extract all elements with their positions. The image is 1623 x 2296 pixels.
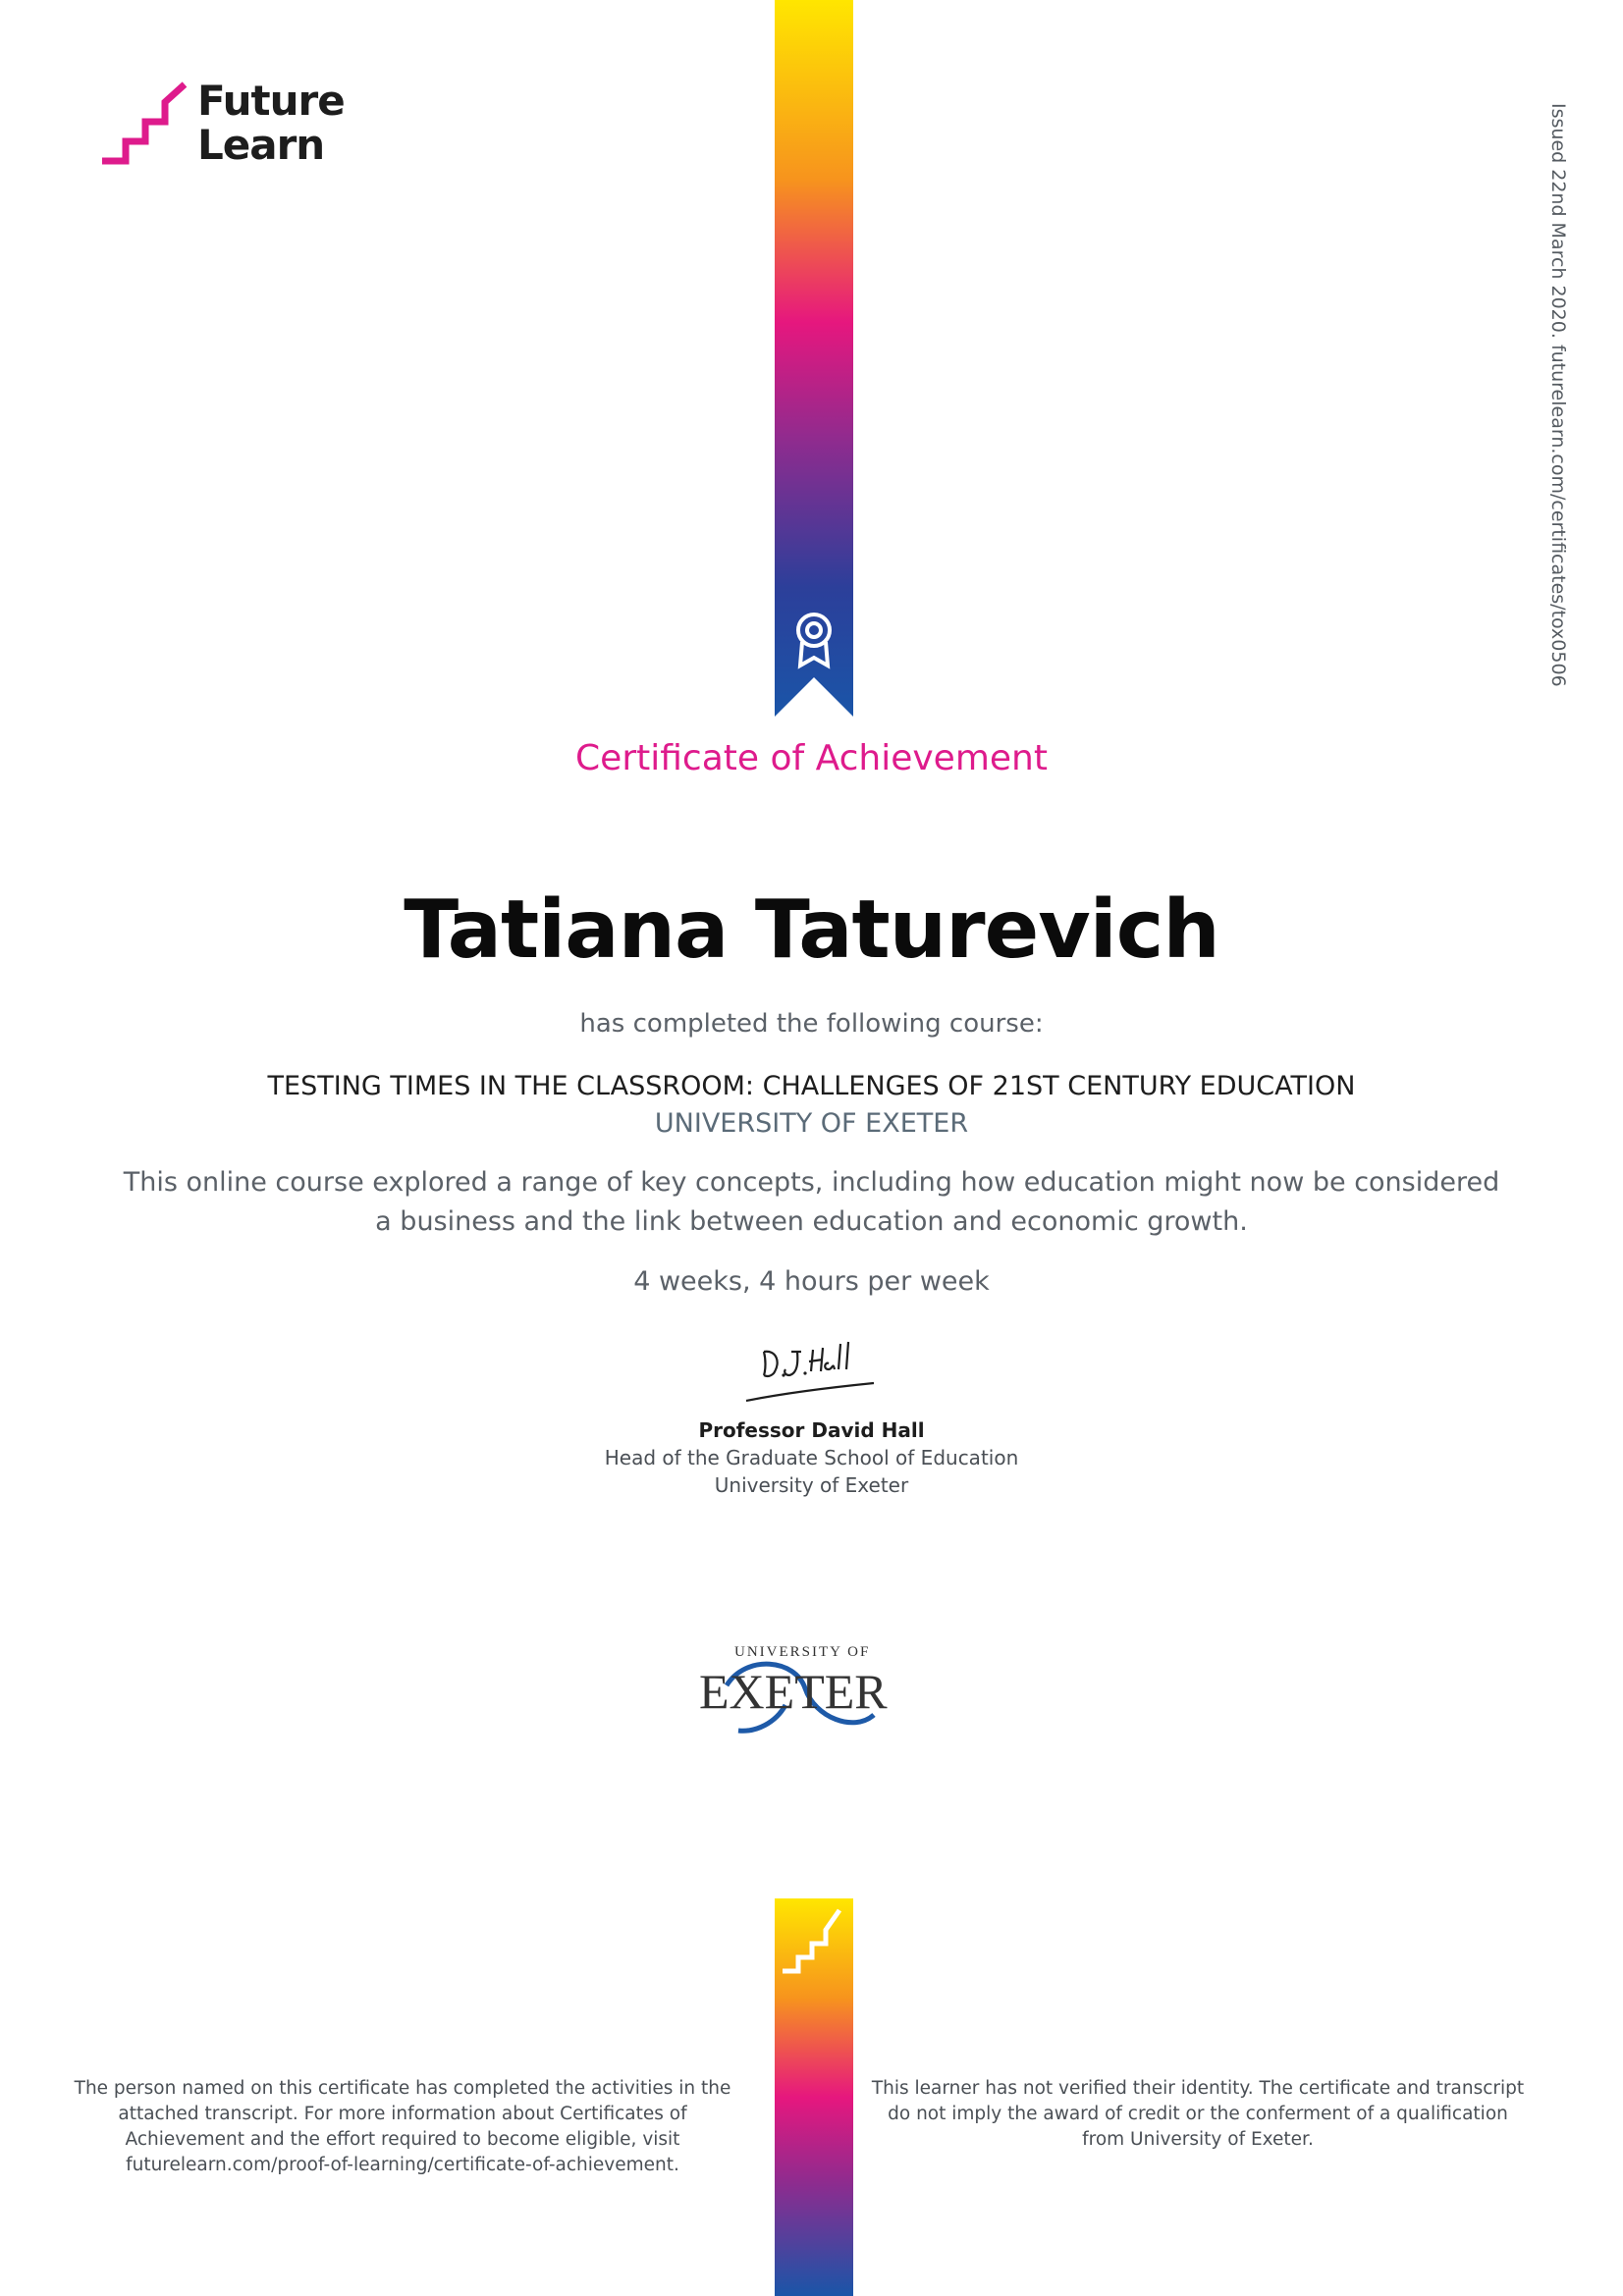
signatory-organisation: University of Exeter <box>714 1473 909 1497</box>
footer-line: do not imply the award of credit or the conferment of a qualification <box>888 2104 1508 2124</box>
footer-identity-disclaimer <box>864 2076 1532 2153</box>
footer-line: Achievement and the effort required to become eligible, visit <box>125 2129 680 2150</box>
course-university: UNIVERSITY OF EXETER <box>654 1108 969 1139</box>
issued-text: Issued 22nd March 2020. futurelearn.com/certificates/tox0506 <box>1547 103 1569 687</box>
logo-word-learn: Learn <box>197 121 325 169</box>
description-line: This online course explored a range of key concepts, including how education might now be considered <box>123 1167 1500 1198</box>
footer-line: futurelearn.com/proof-of-learning/certificate-of-achievement. <box>126 2155 679 2175</box>
learner-name: Tatiana Taturevich <box>404 883 1219 977</box>
course-title: TESTING TIMES IN THE CLASSROOM: CHALLENGES OF 21ST CENTURY EDUCATION <box>267 1071 1356 1101</box>
signature <box>727 1330 893 1409</box>
completed-text: has completed the following course: <box>579 1009 1044 1039</box>
svg-text:EXETER: EXETER <box>699 1664 888 1719</box>
course-description <box>0 1163 1623 1242</box>
footer-line: from University of Exeter. <box>1082 2129 1314 2150</box>
futurelearn-logo <box>100 79 355 177</box>
description-line: a business and the link between education and economic growth. <box>375 1206 1248 1237</box>
footer-line: The person named on this certificate has completed the activities in the <box>74 2078 731 2099</box>
footer-line: This learner has not verified their identity. The certificate and transcript <box>871 2078 1525 2099</box>
certificate-title: Certificate of Achievement <box>575 738 1048 778</box>
footer-proof-of-learning <box>69 2076 736 2178</box>
signatory-role: Head of the Graduate School of Education <box>604 1446 1019 1469</box>
certificate-ribbon <box>775 0 853 717</box>
signatory-name: Professor David Hall <box>698 1418 925 1442</box>
course-duration: 4 weeks, 4 hours per week <box>633 1266 990 1297</box>
university-of-exeter-logo <box>687 1634 943 1742</box>
logo-word-future: Future <box>197 77 345 125</box>
svg-text:UNIVERSITY OF: UNIVERSITY OF <box>734 1644 871 1660</box>
footer-ribbon <box>775 1898 853 2296</box>
staircase-icon <box>100 79 189 167</box>
footer-line: attached transcript. For more information about Certificates of <box>118 2104 687 2124</box>
